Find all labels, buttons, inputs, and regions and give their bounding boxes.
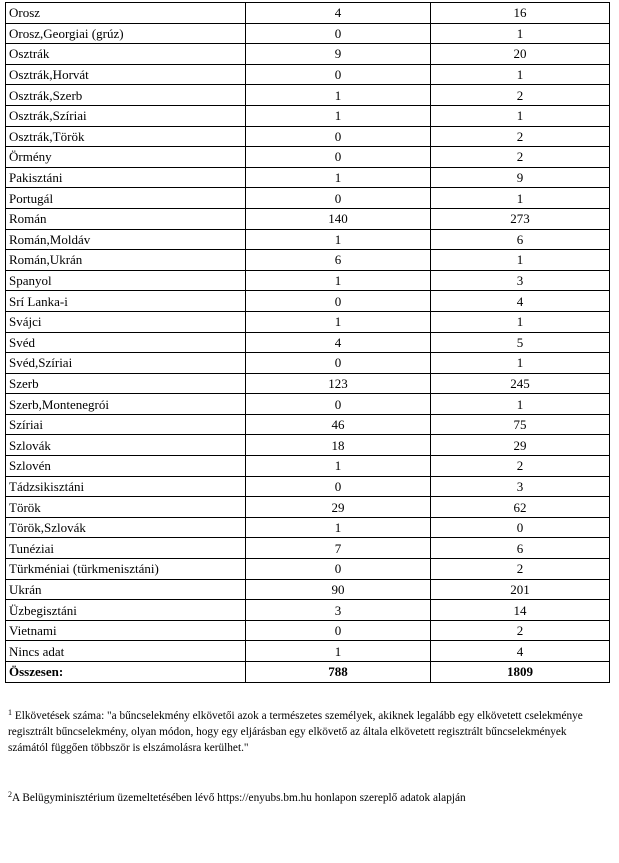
table-row	[6, 517, 610, 538]
nationality-cell: Ukrán	[6, 579, 246, 600]
table-row	[6, 270, 610, 291]
count-a-cell: 90	[246, 579, 431, 600]
table-row	[6, 229, 610, 250]
count-a-cell: 0	[246, 394, 431, 415]
nationality-cell: Osztrák,Horvát	[6, 64, 246, 85]
count-b-cell: 1	[431, 23, 610, 44]
nationality-cell: Orosz,Georgiai (grúz)	[6, 23, 246, 44]
count-b-cell: 5	[431, 332, 610, 353]
count-b-cell: 6	[431, 538, 610, 559]
count-b-cell: 1	[431, 105, 610, 126]
table-row	[6, 188, 610, 209]
count-b-cell: 4	[431, 291, 610, 312]
table-row	[6, 620, 610, 641]
table-row	[6, 167, 610, 188]
count-b-cell: 9	[431, 167, 610, 188]
nationality-cell: Török	[6, 497, 246, 518]
count-b-cell: 1	[431, 394, 610, 415]
count-a-cell: 0	[246, 126, 431, 147]
count-b-cell: 245	[431, 373, 610, 394]
nationality-cell: Pakisztáni	[6, 167, 246, 188]
count-a-cell: 1	[246, 270, 431, 291]
count-a-cell: 29	[246, 497, 431, 518]
nationality-cell: Tádzsikisztáni	[6, 476, 246, 497]
count-b-cell: 2	[431, 85, 610, 106]
nationality-cell: Vietnami	[6, 620, 246, 641]
nationality-cell: Szlovák	[6, 435, 246, 456]
nationality-cell: Román	[6, 208, 246, 229]
footnote-1-text: Elkövetések száma: "a bűncselekmény elkövetői azok a természetes személyek, akiknek legalább egy elkövetett cselekménye regisztrált bűncselekmény, olyan módon, hogy egy eljárásban egy elkövető az általa elkövetett regisztrált bűncselekmények számától függően többször is elszámolásra kerülhet."	[8, 710, 583, 754]
count-b-cell: 75	[431, 414, 610, 435]
count-a-cell: 3	[246, 600, 431, 621]
count-b-cell: 62	[431, 497, 610, 518]
table-row	[6, 559, 610, 580]
count-a-cell: 0	[246, 188, 431, 209]
table-row	[6, 3, 610, 24]
table-row	[6, 250, 610, 271]
count-b-cell: 3	[431, 476, 610, 497]
nationality-cell: Nincs adat	[6, 641, 246, 662]
table-row	[6, 456, 610, 477]
total-count-b: 1809	[431, 662, 610, 683]
count-a-cell: 0	[246, 147, 431, 168]
table-row	[6, 23, 610, 44]
count-b-cell: 1	[431, 188, 610, 209]
count-b-cell: 14	[431, 600, 610, 621]
count-a-cell: 140	[246, 208, 431, 229]
table-row	[6, 394, 610, 415]
count-a-cell: 0	[246, 620, 431, 641]
count-a-cell: 1	[246, 105, 431, 126]
table-row	[6, 373, 610, 394]
count-b-cell: 1	[431, 64, 610, 85]
count-b-cell: 1	[431, 311, 610, 332]
count-b-cell: 3	[431, 270, 610, 291]
nationality-cell: Svéd,Szíriai	[6, 353, 246, 374]
count-a-cell: 0	[246, 64, 431, 85]
count-b-cell: 4	[431, 641, 610, 662]
count-a-cell: 0	[246, 476, 431, 497]
nationality-data-table	[5, 2, 610, 683]
nationality-cell: Román,Ukrán	[6, 250, 246, 271]
table-row	[6, 44, 610, 65]
count-a-cell: 1	[246, 456, 431, 477]
table-row	[6, 126, 610, 147]
nationality-cell: Örmény	[6, 147, 246, 168]
count-a-cell: 0	[246, 291, 431, 312]
table-row	[6, 85, 610, 106]
table-row	[6, 353, 610, 374]
count-b-cell: 2	[431, 620, 610, 641]
table-row	[6, 579, 610, 600]
count-b-cell: 1	[431, 353, 610, 374]
count-a-cell: 1	[246, 167, 431, 188]
table-row	[6, 476, 610, 497]
count-a-cell: 1	[246, 517, 431, 538]
nationality-cell: Szíriai	[6, 414, 246, 435]
nationality-cell: Üzbegisztáni	[6, 600, 246, 621]
count-b-cell: 0	[431, 517, 610, 538]
count-a-cell: 9	[246, 44, 431, 65]
total-count-a: 788	[246, 662, 431, 683]
total-label: Összesen:	[6, 662, 246, 683]
count-b-cell: 2	[431, 559, 610, 580]
nationality-cell: Orosz	[6, 3, 246, 24]
nationality-cell: Tunéziai	[6, 538, 246, 559]
count-b-cell: 2	[431, 147, 610, 168]
table-row	[6, 538, 610, 559]
count-a-cell: 0	[246, 559, 431, 580]
count-a-cell: 4	[246, 3, 431, 24]
table-row	[6, 147, 610, 168]
nationality-cell: Szlovén	[6, 456, 246, 477]
nationality-cell: Türkméniai (türkmenisztáni)	[6, 559, 246, 580]
count-a-cell: 1	[246, 229, 431, 250]
footnote-2	[8, 790, 608, 806]
count-a-cell: 123	[246, 373, 431, 394]
table-row	[6, 600, 610, 621]
table-row	[6, 497, 610, 518]
nationality-cell: Svájci	[6, 311, 246, 332]
count-b-cell: 2	[431, 126, 610, 147]
count-a-cell: 4	[246, 332, 431, 353]
nationality-cell: Spanyol	[6, 270, 246, 291]
table-row	[6, 435, 610, 456]
count-b-cell: 201	[431, 579, 610, 600]
nationality-cell: Portugál	[6, 188, 246, 209]
count-b-cell: 6	[431, 229, 610, 250]
nationality-cell: Srí Lanka-i	[6, 291, 246, 312]
count-b-cell: 29	[431, 435, 610, 456]
nationality-cell: Osztrák,Szíriai	[6, 105, 246, 126]
nationality-cell: Osztrák	[6, 44, 246, 65]
nationality-cell: Osztrák,Szerb	[6, 85, 246, 106]
table-row	[6, 64, 610, 85]
count-a-cell: 46	[246, 414, 431, 435]
count-a-cell: 7	[246, 538, 431, 559]
table-row	[6, 414, 610, 435]
footnote-1-marker: 1	[8, 708, 12, 717]
table-row	[6, 311, 610, 332]
footnote-2-text: A Belügyminisztérium üzemeltetésében lévő https://enyubs.bm.hu honlapon szereplő adatok alapján	[12, 792, 466, 804]
count-b-cell: 273	[431, 208, 610, 229]
total-row	[6, 662, 610, 683]
table-row	[6, 105, 610, 126]
count-a-cell: 1	[246, 641, 431, 662]
table-row	[6, 208, 610, 229]
count-a-cell: 1	[246, 85, 431, 106]
count-a-cell: 6	[246, 250, 431, 271]
footnote-1	[8, 708, 608, 756]
count-a-cell: 18	[246, 435, 431, 456]
nationality-cell: Szerb,Montenegrói	[6, 394, 246, 415]
table-row	[6, 291, 610, 312]
count-b-cell: 1	[431, 250, 610, 271]
footnote-2-marker: 2	[8, 790, 12, 799]
nationality-cell: Svéd	[6, 332, 246, 353]
count-b-cell: 2	[431, 456, 610, 477]
nationality-cell: Szerb	[6, 373, 246, 394]
count-b-cell: 16	[431, 3, 610, 24]
table-row	[6, 641, 610, 662]
nationality-cell: Török,Szlovák	[6, 517, 246, 538]
table-body	[6, 3, 610, 683]
table-row	[6, 332, 610, 353]
nationality-cell: Román,Moldáv	[6, 229, 246, 250]
nationality-cell: Osztrák,Török	[6, 126, 246, 147]
count-b-cell: 20	[431, 44, 610, 65]
count-a-cell: 0	[246, 353, 431, 374]
count-a-cell: 1	[246, 311, 431, 332]
count-a-cell: 0	[246, 23, 431, 44]
